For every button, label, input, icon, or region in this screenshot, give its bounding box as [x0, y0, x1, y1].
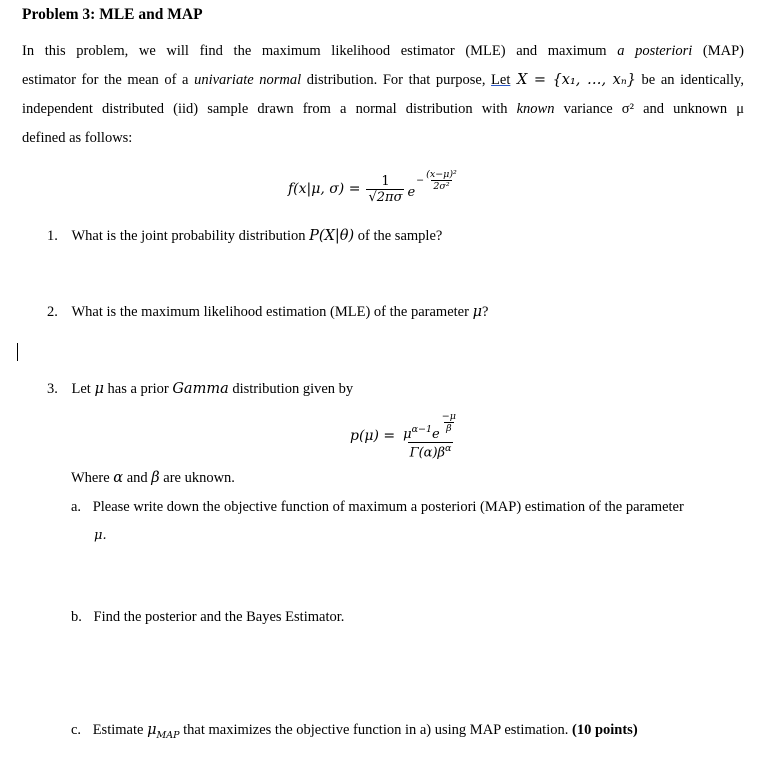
subpart-c: c. Estimate $\mu_{MAP}$ that maximizes the objective function in a) using MAP estimation. (10 points) [71, 722, 638, 741]
question-1: 1. What is the joint probability distribution P(X|θ) of the sample? [47, 228, 443, 244]
question-2: 2. What is the maximum likelihood estimation (MLE) of the parameter μ? [47, 304, 489, 320]
pdf-formula [288, 166, 459, 212]
prior-formula [350, 410, 460, 462]
pdf-lhs: f(x|μ, σ) = [288, 181, 361, 197]
question-3: 3. Let μ has a prior Gamma distribution given by [47, 381, 354, 397]
pdf-fraction: $\frac{1}{√2\pi\sigma}$ [368, 173, 403, 205]
intro-line-1: In this problem, we will find the maximum likelihood estimator (MLE) and maximum a posteriori (MAP) [22, 43, 744, 59]
intro-line-3: independent distributed (iid) sample drawn from a normal distribution with known variance σ² and unknown μ [22, 101, 744, 117]
prior-fraction: μ α−1 e $\frac{-\mu}{\beta}$ $\Gamma(\alpha)\beta^\alpha$ [403, 411, 456, 461]
set-notation: X = {x₁, …, xₙ} [510, 72, 636, 88]
let-underlined: Let [491, 72, 511, 88]
subpart-b: b. Find the posterior and the Bayes Estimator. [71, 609, 345, 625]
intro-line-4: defined as follows: [22, 130, 133, 146]
points-label: (10 points) [571, 722, 638, 738]
text-cursor [17, 343, 18, 361]
subpart-a-continued: μ. [94, 528, 107, 543]
pdf-exponent: − $\frac{\text{(x−μ)²}}{\text{2σ²}}$ [416, 168, 457, 192]
problem-title: Problem 3: MLE and MAP [22, 6, 203, 23]
subpart-a: a. Please write down the objective function of maximum a posteriori (MAP) estimation of the parameter [71, 499, 684, 515]
intro-paragraph [22, 37, 744, 153]
intro-line-2: estimator for the mean of a univariate normal distribution. For that purpose, Let X = {x₁, …, xₙ} be an identically, [22, 72, 744, 88]
pdf-exp-base: e [407, 184, 416, 200]
prior-lhs: p(μ) = [350, 428, 396, 444]
where-line: Where α and β are uknown. [71, 470, 235, 486]
